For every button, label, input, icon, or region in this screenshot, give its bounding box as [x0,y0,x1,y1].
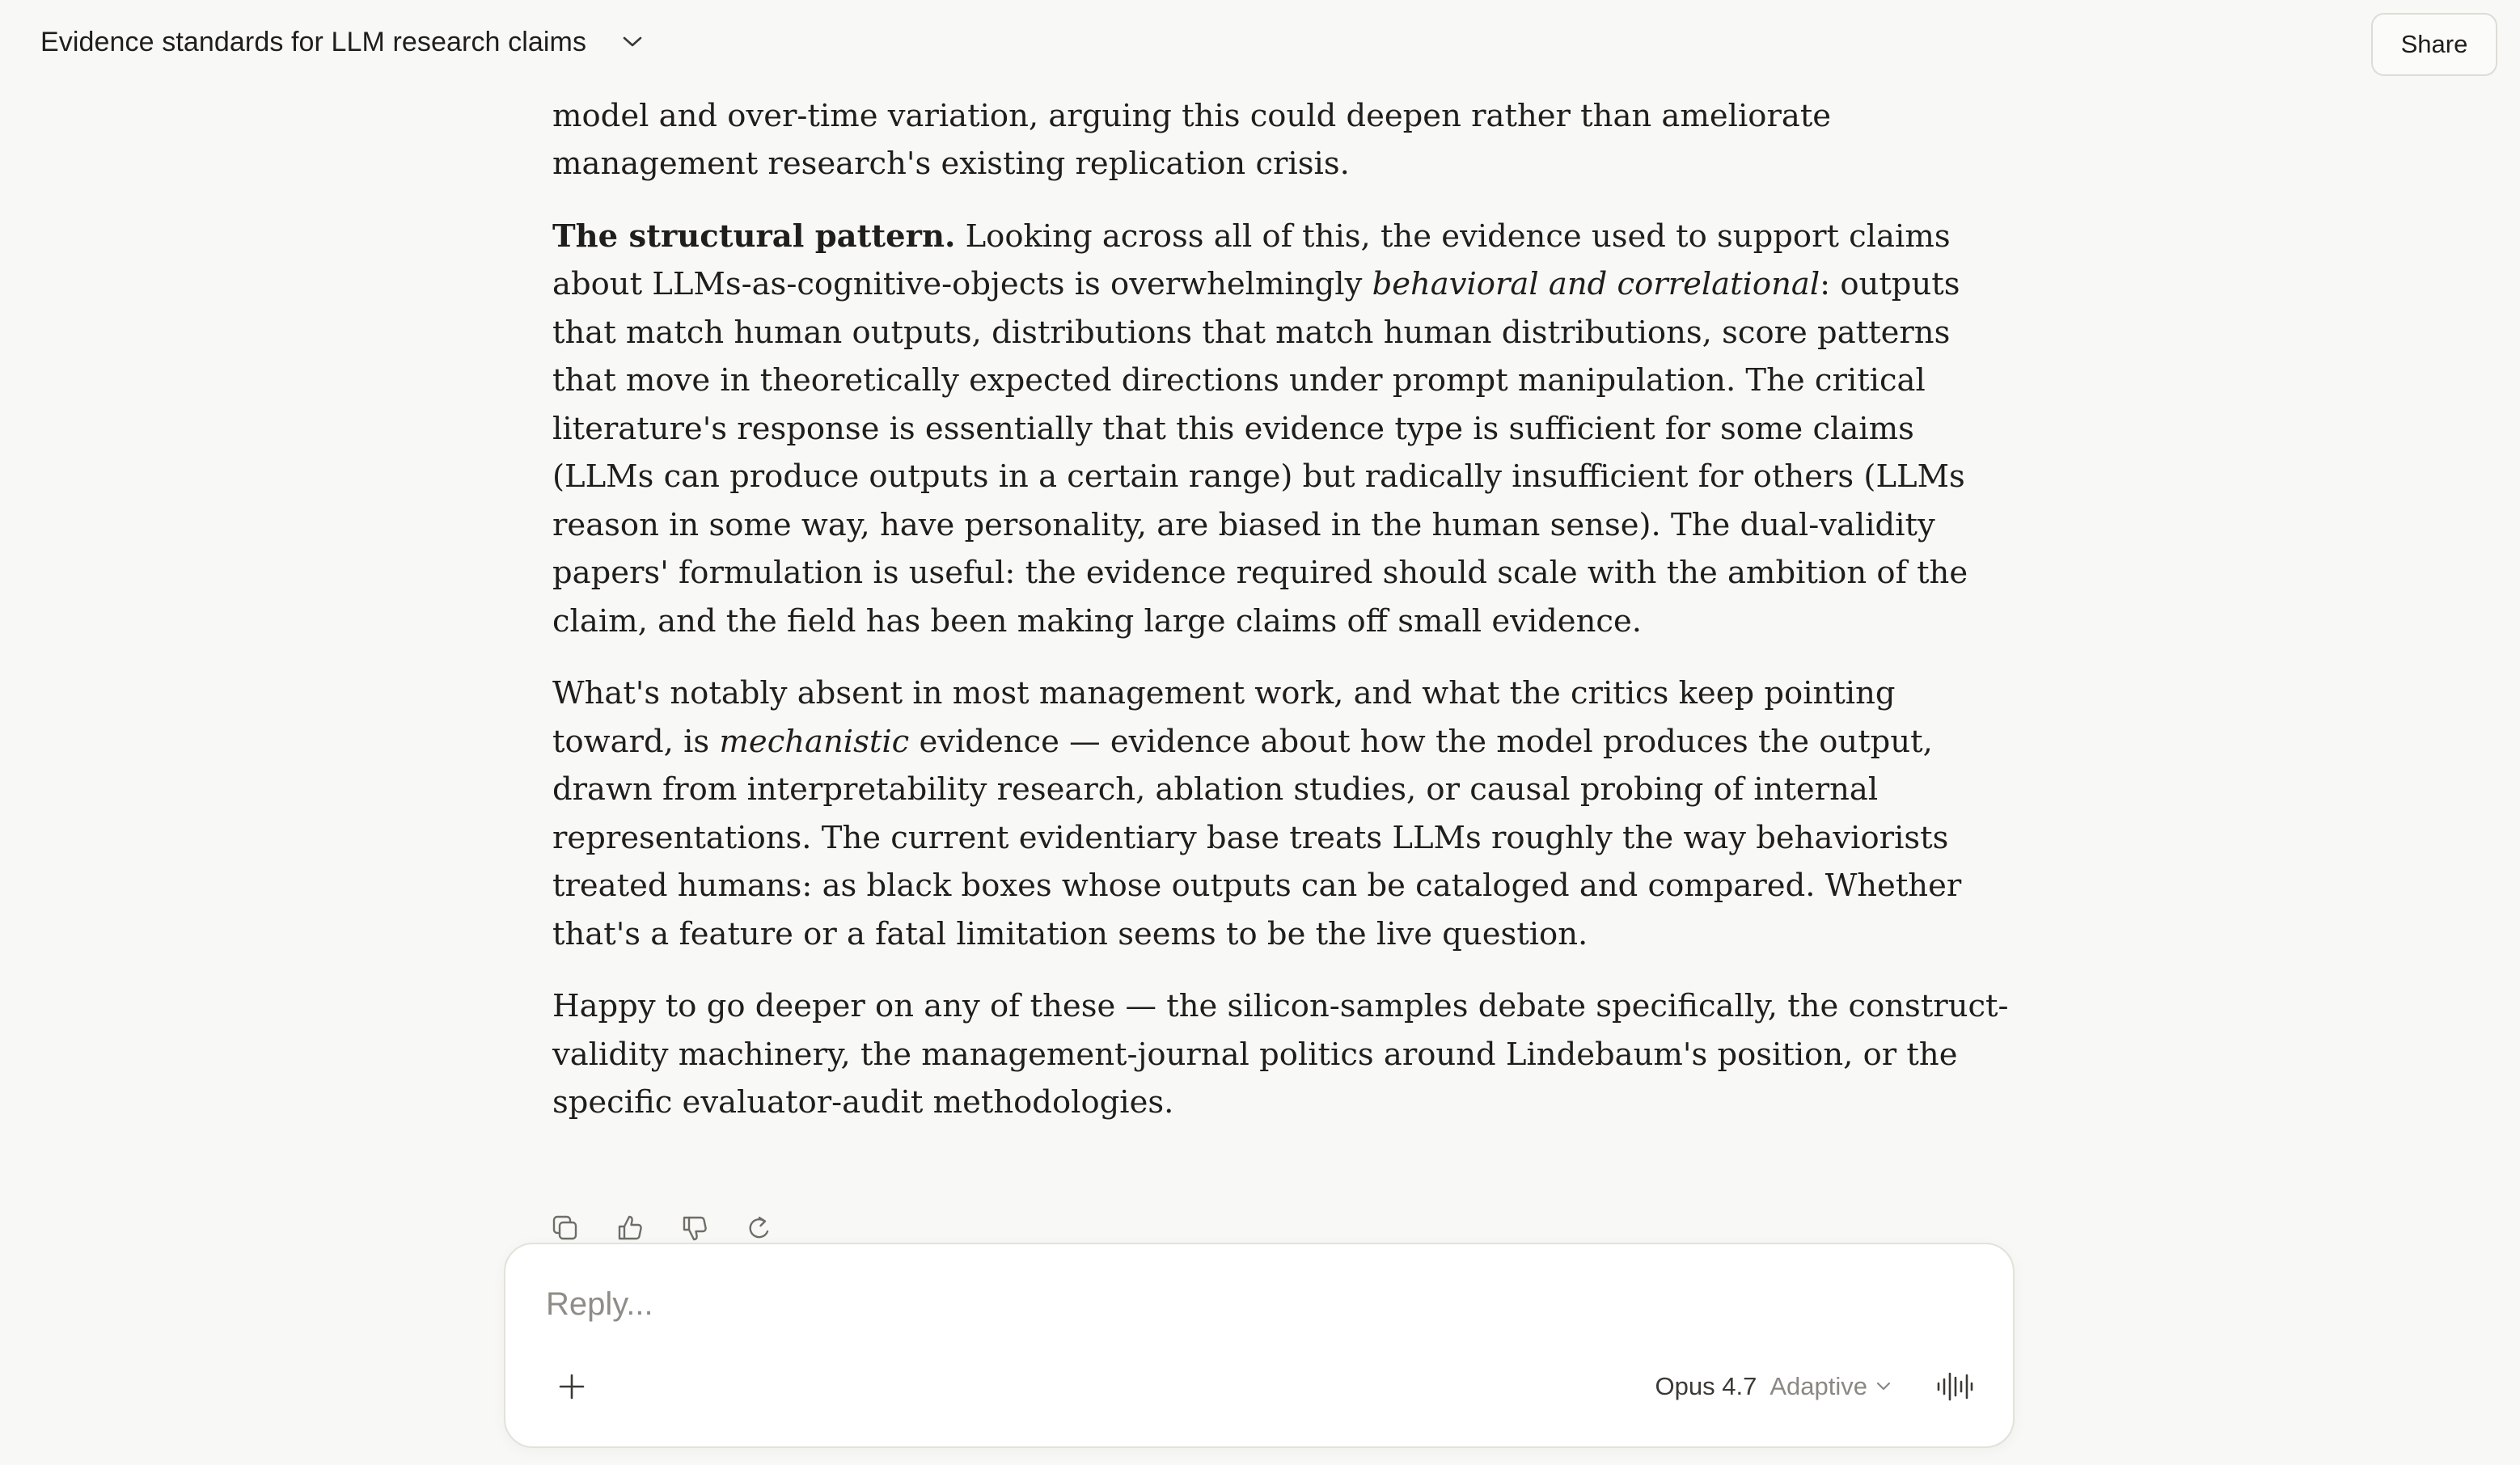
text-line: claim, and the field has been making large claims off small evidence. [552,602,1642,640]
paragraph-heading: The structural pattern. [552,217,956,255]
text-run: : outputs [1820,266,1960,302]
conversation-title[interactable]: Evidence standards for LLM research claims [40,26,587,57]
text-line: (LLMs can produce outputs in a certain range) but radically insufficient for others (LLMs [552,458,1965,495]
text-line: Happy to go deeper on any of these — the silicon-samples debate specifically, the construct- [552,988,2009,1024]
plus-icon[interactable] [552,1367,591,1406]
top-header [0,0,2520,91]
text-line: reason in some way, have personality, are biased in the human sense). The dual-validity [552,506,1935,543]
conversation-title-menu[interactable] [40,18,646,66]
text-run: about LLMs-as-cognitive-objects is overwhelmingly [552,266,1372,302]
text-line: literature's response is essentially that this evidence type is sufficient for some claims [552,410,1914,447]
text-line: specific evaluator-audit methodologies. [552,1084,1174,1121]
model-name[interactable]: Opus 4.7 [1655,1372,1757,1400]
text-run: Looking across all of this, the evidence used to support claims [955,217,1951,255]
paragraph-structural-pattern [552,213,1968,646]
emphasis-text: behavioral and correlational [1372,266,1820,302]
text-line: that move in theoretically expected directions under prompt manipulation. The critical [552,362,1926,399]
voice-waveform-icon[interactable] [1934,1367,1976,1406]
text-line: that match human outputs, distributions that match human distributions, score patterns [552,314,1951,351]
text-line: management research's existing replication crisis. [552,146,1350,182]
text-line: validity machinery, the management-journal politics around Lindebaum's position, or the [552,1036,1958,1073]
model-mode[interactable]: Adaptive [1769,1372,1867,1400]
emphasis-text: mechanistic [719,723,910,760]
assistant-message [552,44,2009,1127]
text-line [552,260,1960,309]
text-run: evidence — evidence about how the model produces the output, [909,723,1933,760]
reply-input[interactable] [546,1280,1921,1328]
thumbs-up-icon[interactable] [615,1213,645,1243]
message-actions [550,1213,775,1243]
text-line [552,718,1933,766]
paragraph-closing [552,982,2009,1127]
text-line [552,213,1951,261]
text-line: model and over-time variation, arguing this could deepen rather than ameliorate [552,97,1832,134]
chevron-down-icon[interactable] [1875,1381,1892,1392]
share-button[interactable]: Share [2371,13,2497,76]
text-line: representations. The current evidentiary base treats LLMs roughly the way behaviorists [552,819,1949,856]
text-line: treated humans: as black boxes whose outputs can be cataloged and compared. Whether [552,868,1962,904]
text-line: that's a feature or a fatal limitation seems to be the live question. [552,915,1588,952]
retry-icon[interactable] [744,1213,775,1243]
paragraph-mechanistic [552,669,1962,958]
model-selector[interactable] [1655,1367,1892,1406]
chevron-down-icon[interactable] [619,28,646,56]
reply-composer [504,1243,2015,1448]
text-line: What's notably absent in most management work, and what the critics keep pointing [552,675,1896,711]
text-line: papers' formulation is useful: the evidence required should scale with the ambition of the [552,555,1968,591]
thumbs-down-icon[interactable] [679,1213,710,1243]
copy-icon[interactable] [550,1213,581,1243]
text-line: drawn from interpretability research, ablation studies, or causal probing of internal [552,771,1879,808]
text-run: toward, is [552,723,720,760]
